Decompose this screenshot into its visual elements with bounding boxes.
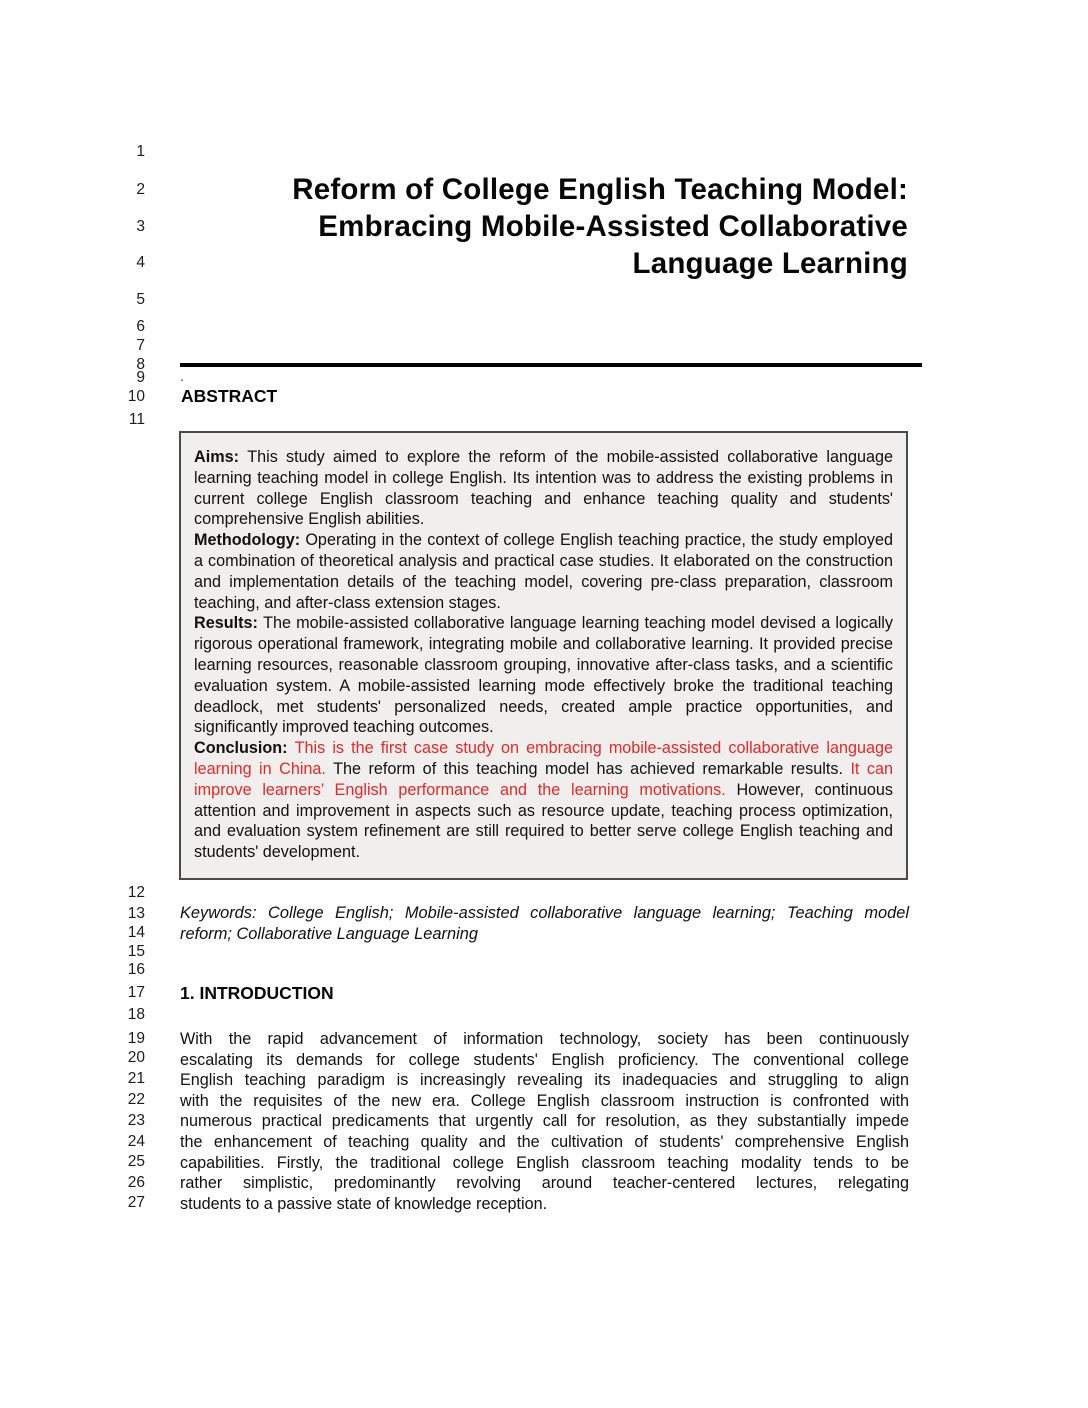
abstract-text: The reform of this teaching model has achieved remarkable results. [325,759,851,778]
introduction-line: students to a passive state of knowledge reception. [180,1194,548,1213]
introduction-line: escalating its demands for college students' English proficiency. The conventional college [180,1050,909,1069]
line-number: 23 [127,1112,145,1129]
abstract-text: The mobile-assisted collaborative language learning teaching model devised a logically rigorous operational framework, integrating mobile and collaborative learning. It provided precise learning resources, reasonable classroom grouping, innovative after-class tasks, and a scientific evaluation system. A mobile-assisted learning mode effectively broke the traditional teaching deadlock, met students' personalized needs, created ample practice opportunities, and significantly improved teaching outcomes. [194,614,893,737]
line-number: 10 [127,388,145,405]
line-number: 20 [127,1049,145,1066]
introduction-heading: 1. INTRODUCTION [180,983,334,1003]
stray-period: . [180,368,184,384]
paper-title [180,171,908,282]
line-number: 27 [127,1194,145,1211]
keywords-line: reform; Collaborative Language Learning [180,925,478,943]
introduction-line: with the requisites of the new era. College English classroom instruction is confronted with [180,1091,909,1110]
title-line: Language Learning [632,247,908,280]
abstract-heading: ABSTRACT [181,386,278,406]
section-lead-label: Results: [194,614,264,633]
keywords-block [180,903,909,945]
introduction-line: the enhancement of teaching quality and the cultivation of students' comprehensive English [180,1132,909,1151]
line-number: 12 [127,884,145,901]
line-number: 13 [127,905,145,922]
line-number: 22 [127,1091,145,1108]
introduction-line: rather simplistic, predominantly revolving around teacher-centered lectures, relegating [180,1174,909,1193]
highlighted-red-text: This is the first case study on embracing mobile-assisted collaborative language learning in China. [194,739,893,778]
introduction-line: English teaching paradigm is increasingly revealing its inadequacies and struggling to align [180,1071,909,1090]
line-number: 21 [127,1070,145,1087]
section-lead-label: Conclusion: [194,739,295,758]
highlighted-red-text: It can improve learners’ English performance and the learning motivations. [194,759,893,799]
abstract-paragraph [194,738,893,863]
section-lead-label: Methodology: [194,531,306,550]
abstract-paragraph [194,613,893,738]
abstract-text: Operating in the context of college English teaching practice, the study employed a combination of theoretical analysis and practical case studies. It elaborated on the construction and implementation details of the teaching model, covering pre-class preparation, classroom teaching, and after-class extension stages. [194,531,893,612]
introduction-line: capabilities. Firstly, the traditional college English classroom teaching modality tends to be [180,1153,909,1172]
section-lead-label: Aims: [194,448,248,466]
abstract-text: This study aimed to explore the reform of the mobile-assisted collaborative language learning teaching model in college English. Its intention was to address the existing problems in current college English classroom teaching and enhance teaching quality and students' comprehensive English abilities. [194,448,893,529]
line-number: 17 [127,984,145,1001]
line-number: 24 [127,1133,145,1150]
abstract-paragraph [194,530,893,613]
line-number: 16 [127,961,145,978]
title-line: Embracing Mobile-Assisted Collaborative [318,210,908,243]
line-number: 4 [136,254,145,271]
line-number: 14 [127,924,145,941]
line-number: 19 [127,1030,145,1047]
line-number: 1 [136,143,145,160]
introduction-line: With the rapid advancement of information technology, society has been continuously [180,1030,909,1048]
line-number: 15 [127,943,145,960]
line-number: 18 [127,1006,145,1023]
horizontal-rule [180,363,922,367]
line-number: 2 [136,181,145,198]
title-line: Reform of College English Teaching Model: [292,173,908,206]
abstract-text: However, continuous attention and improvement in aspects such as resource update, teaching process optimization, and evaluation system refinement are still required to better serve college English teaching and students' development. [194,780,893,862]
line-number: 26 [127,1174,145,1191]
line-number: 5 [136,291,145,308]
line-number: 3 [136,218,145,235]
line-number: 6 [136,318,145,335]
line-number: 7 [136,337,145,354]
abstract-paragraph [194,447,893,530]
line-number: 8 [136,356,145,373]
abstract-box [179,431,908,880]
line-number: 25 [127,1153,145,1170]
keywords-line: Keywords: College English; Mobile-assisted collaborative language learning; Teaching model [180,904,909,922]
line-number: 9 [136,369,145,386]
line-number: 11 [128,411,145,428]
introduction-paragraph [180,1029,909,1214]
introduction-line: numerous practical predicaments that urgently call for resolution, as they substantially impede [180,1112,909,1131]
